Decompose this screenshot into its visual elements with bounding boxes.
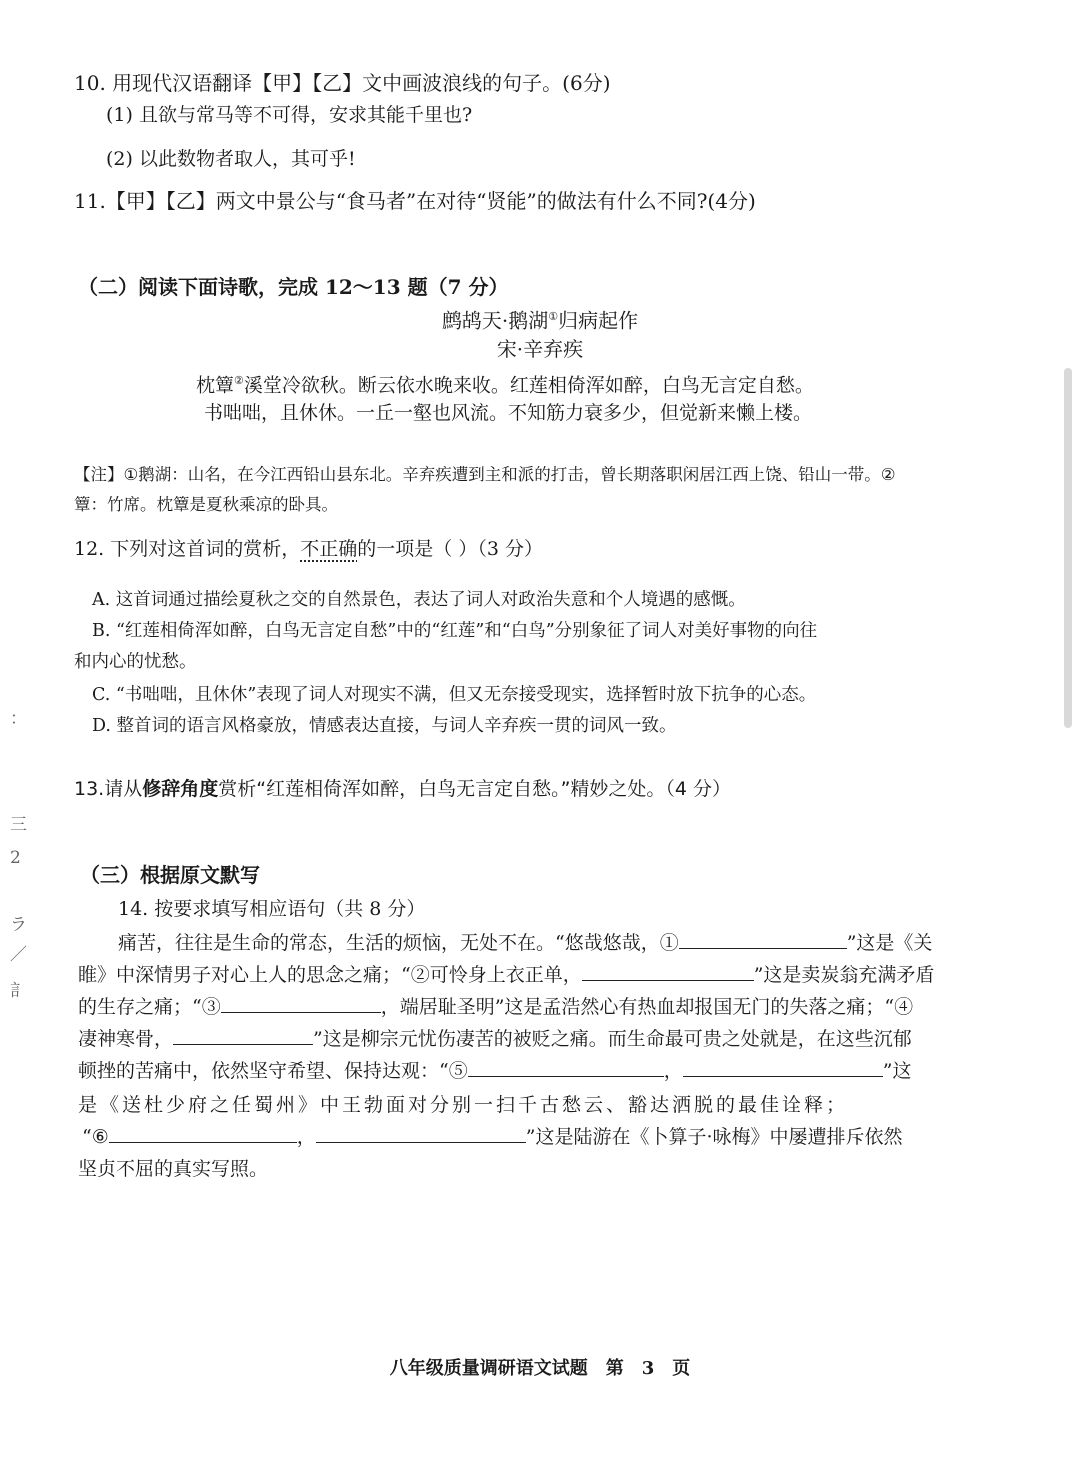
q14-line-4 [78, 1026, 912, 1052]
section-3-heading: （三）根据原文默写 [80, 863, 260, 887]
margin-mark-6: 訁 [10, 981, 27, 1001]
fill-blank-6b[interactable] [316, 1124, 526, 1143]
q12-title-emphasis: 不正确 [300, 538, 358, 560]
q14-line-8: 坚贞不屈的真实写照。 [78, 1158, 269, 1180]
q14-line-7 [82, 1124, 903, 1150]
q14-line-3-text-a: 的生存之痛；“③ [78, 996, 221, 1018]
q12-option-b-line-1: B. “红莲相倚浑如醉，白鸟无言定自愁”中的“红莲”和“白鸟”分别象征了词人对美好事物的向往 [92, 621, 818, 641]
q13-title [74, 776, 731, 802]
q10-title: 10. 用现代汉语翻译【甲】【乙】文中画波浪线的句子。(6分) [74, 71, 611, 95]
margin-mark-3: 2 [10, 848, 21, 868]
q14-line-7-text-c: ”这是陆游在《卜算子·咏梅》中屡遭排斥依然 [525, 1126, 903, 1148]
q12-option-d: D. 整首词的语言风格豪放，情感表达直接，与词人辛弃疾一贯的词风一致。 [92, 716, 677, 736]
q14-line-3 [78, 994, 913, 1020]
q10-sentence-2: (2) 以此数物者取人，其可乎! [106, 148, 356, 170]
q13-title-pre: 13.请从 [74, 778, 143, 800]
q14-line-1 [118, 930, 932, 956]
poem-note-2: 簟：竹席。枕簟是夏秋乘凉的卧具。 [74, 495, 338, 514]
q14-line-5 [78, 1058, 911, 1084]
margin-mark-2: 三 [10, 815, 27, 835]
q14-line-4-text-b: ”这是柳宗元忧伤凄苦的被贬之痛。而生命最可贵之处就是，在这些沉郁 [313, 1028, 912, 1050]
poem-title-mark: ① [548, 310, 559, 323]
q10-sentence-1: (1) 且欲与常马等不可得，安求其能千里也? [106, 104, 473, 126]
q14-line-1-text-a: 痛苦，往往是生命的常态，生活的烦恼，无处不在。“悠哉悠哉，① [118, 932, 679, 954]
page-footer: 八年级质量调研语文试题 第 3 页 [389, 1358, 691, 1379]
q12-title [74, 536, 543, 562]
margin-mark-4: ラ [10, 915, 27, 935]
fill-blank-5a[interactable] [468, 1058, 664, 1077]
poem-line-2: 书咄咄，且休休。一丘一壑也风流。不知筋力衰多少，但觉新来懒上楼。 [204, 402, 813, 424]
poem-title-rest: 归病起作 [558, 308, 639, 333]
q13-title-emphasis: 修辞角度 [142, 778, 219, 800]
q14-line-6: 是《送杜少府之任蜀州》中王勃面对分别一扫千古愁云、豁达洒脱的最佳诠释； [78, 1094, 849, 1116]
q12-option-b-line-2: 和内心的忧愁。 [74, 652, 197, 672]
q14-line-5-text-b: ， [663, 1060, 683, 1082]
fill-blank-6a[interactable] [109, 1124, 297, 1143]
q12-option-a: A. 这首词通过描绘夏秋之交的自然景色，表达了词人对政治失意和个人境遇的感慨。 [92, 590, 746, 610]
q13-title-post: 赏析“红莲相倚浑如醉，白鸟无言定自愁。”精妙之处。（4 分） [218, 778, 732, 800]
q14-line-7-text-b: ， [296, 1126, 316, 1148]
q14-line-5-text-c: ”这 [882, 1060, 912, 1082]
section-2-heading: （二）阅读下面诗歌，完成 12～13 题（7 分） [78, 275, 509, 299]
vertical-scrollbar[interactable] [1064, 368, 1072, 728]
poem-author: 宋·辛弃疾 [496, 337, 584, 361]
q14-line-2 [78, 962, 934, 988]
q14-line-1-text-b: ”这是《关 [846, 932, 933, 954]
q11-title: 11.【甲】【乙】两文中景公与“食马者”在对待“贤能”的做法有什么不同?(4分) [74, 189, 756, 213]
poem-title-text: 鹧鸪天·鹅湖 [441, 308, 549, 333]
q14-line-2-text-a: 睢》中深情男子对心上人的思念之痛；“②可怜身上衣正单， [78, 964, 582, 986]
q12-option-c: C. “书咄咄，且休休”表现了词人对现实不满，但又无奈接受现实，选择暂时放下抗争的心态。 [92, 685, 817, 705]
poem-line-1 [196, 368, 814, 398]
fill-blank-4[interactable] [173, 1026, 313, 1045]
q12-title-post: 的一项是（ ）（3 分） [357, 538, 543, 560]
q14-line-2-text-b: ”这是卖炭翁充满矛盾 [753, 964, 935, 986]
fill-blank-3[interactable] [221, 994, 381, 1013]
margin-mark-5: ／ [10, 945, 27, 965]
poem-line-1-mark: ② [234, 374, 244, 387]
poem-note-1: 【注】①鹅湖：山名，在今江西铅山县东北。辛弃疾遭到主和派的打击，曾长期落职闲居江西上饶、铅山一带。② [74, 465, 896, 484]
q14-line-3-text-b: ，端居耻圣明”这是孟浩然心有热血却报国无门的失落之痛；“④ [380, 996, 914, 1018]
q14-line-7-text-a: “⑥ [82, 1126, 109, 1148]
q14-line-5-text-a: 顿挫的苦痛中，依然坚守希望、保持达观：“⑤ [78, 1060, 468, 1082]
q14-line-4-text-a: 凄神寒骨， [78, 1028, 174, 1050]
poem-line-1b: 溪堂冷欲秋。断云依水晚来收。红莲相倚浑如醉，白鸟无言定自愁。 [243, 374, 814, 397]
q12-title-pre: 12. 下列对这首词的赏析， [74, 538, 301, 560]
poem-title [0, 304, 1080, 334]
fill-blank-2[interactable] [582, 962, 754, 981]
poem-line-1a: 枕簟 [196, 374, 235, 397]
margin-mark-1: ： [10, 709, 27, 729]
fill-blank-1[interactable] [679, 930, 847, 949]
fill-blank-5b[interactable] [683, 1058, 883, 1077]
q14-title: 14. 按要求填写相应语句（共 8 分） [118, 898, 426, 920]
